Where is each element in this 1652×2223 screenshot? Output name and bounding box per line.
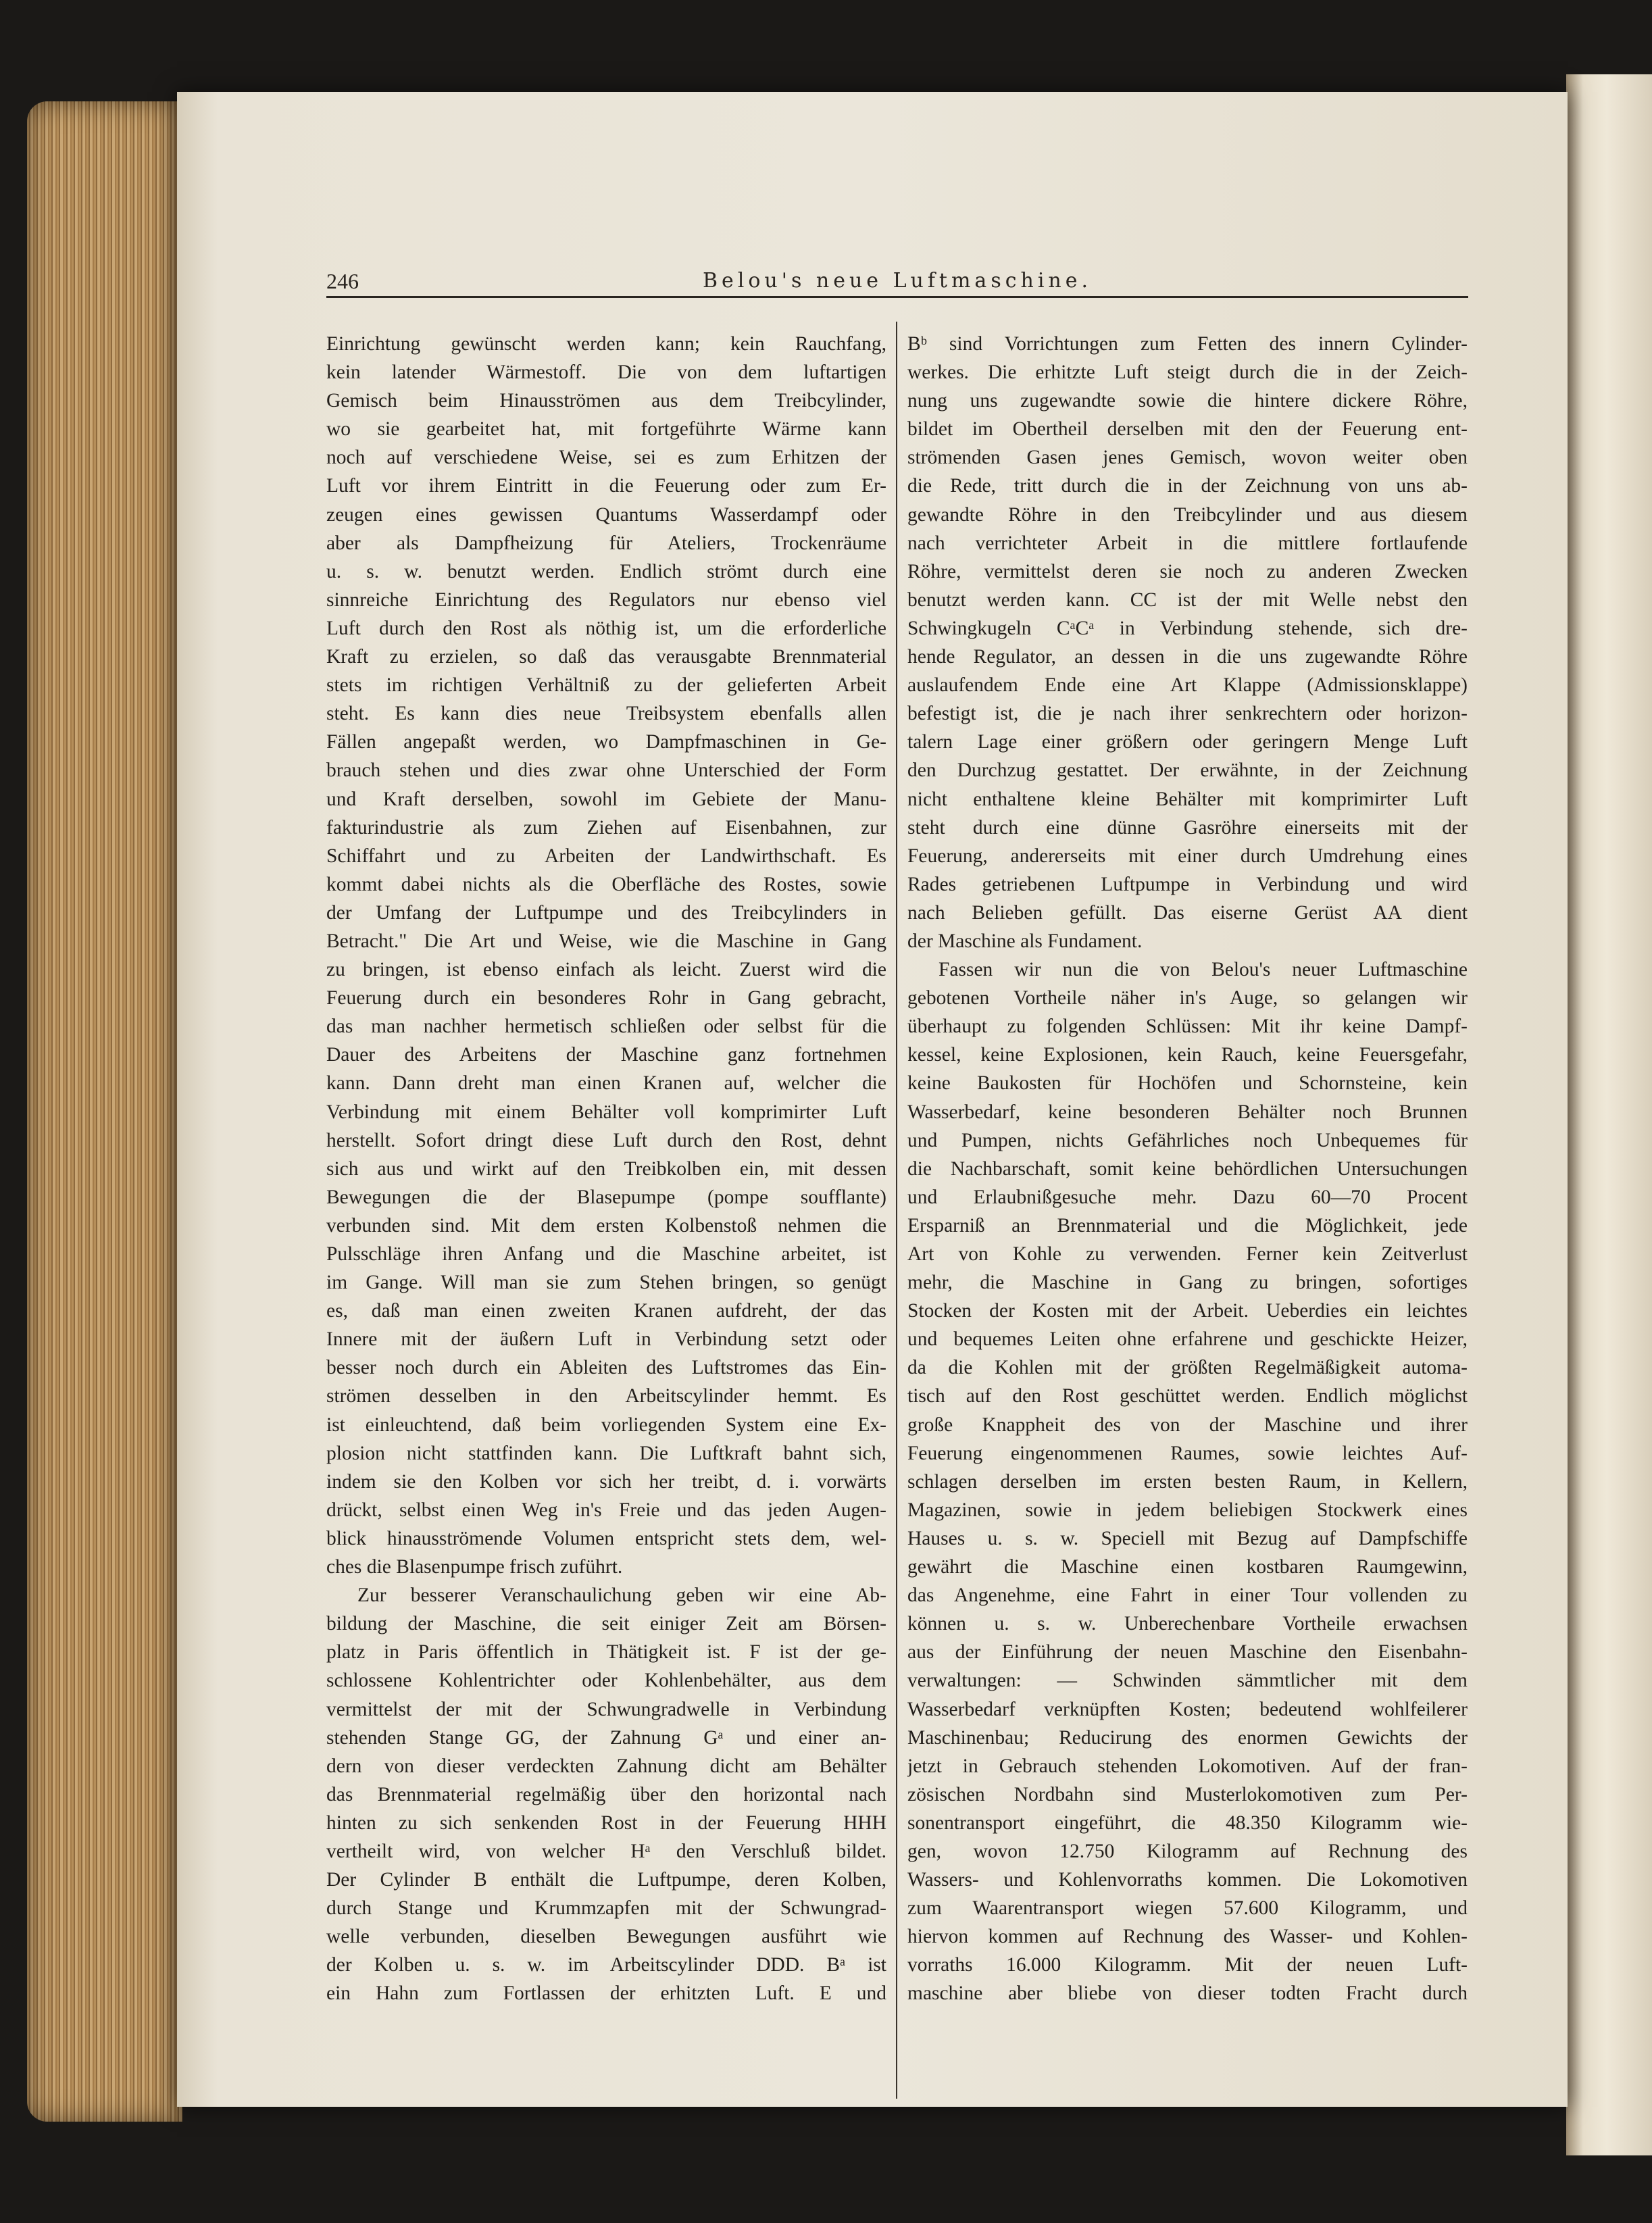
text-line: auslaufendem Ende eine Art Klappe (Admissionsklappe) — [907, 674, 1468, 697]
text-line: zösischen Nordbahn sind Musterlokomotiven zum Per- — [907, 1783, 1468, 1805]
text-line: jetzt in Gebrauch stehenden Lokomotiven. Auf der fran- — [907, 1755, 1468, 1777]
text-line: große Knappheit des von der Maschine und ihrer — [907, 1414, 1468, 1436]
text-line: Zur besserer Veranschaulichung geben wir eine Ab- — [357, 1584, 886, 1607]
text-line: ches die Blasenpumpe frisch zuführt. — [326, 1556, 623, 1578]
text-line: befestigt ist, die je nach ihrer senkrechtern oder horizon- — [907, 703, 1468, 725]
text-line: strömen desselben in den Arbeitscylinder hemmt. Es — [326, 1385, 886, 1407]
text-line: Feuerung eingenommenen Raumes, sowie leichtes Auf- — [907, 1442, 1468, 1464]
book-page-edges — [27, 101, 182, 2122]
text-line: nicht enthaltene kleine Behälter mit komprimirter Luft — [907, 788, 1468, 810]
text-line: vorraths 16.000 Kilogramm. Mit der neuen Luft- — [907, 1954, 1468, 1976]
text-line: Rades getriebenen Luftpumpe in Verbindung und wird — [907, 873, 1468, 895]
paragraph — [907, 955, 1468, 2007]
text-line: vermittelst der mit der Schwungradwelle in Verbindung — [326, 1698, 886, 1720]
text-line: Art von Kohle zu verwenden. Ferner kein Zeitverlust — [907, 1243, 1468, 1265]
text-line: und Kraft derselben, sowohl im Gebiete der Manu- — [326, 788, 886, 810]
text-line: Luft vor ihrem Eintritt in die Feuerung oder zum Er- — [326, 475, 886, 497]
facing-page-edge — [1566, 74, 1652, 2155]
text-line: stets im richtigen Verhältniß zu der gelieferten Arbeit — [326, 674, 886, 697]
text-line: Magazinen, sowie in jedem beliebigen Stockwerk eines — [907, 1499, 1468, 1521]
text-line: Röhre, vermittelst deren sie noch zu anderen Zwecken — [907, 560, 1468, 582]
text-line: brauch stehen und dies zwar ohne Unterschied der Form — [326, 759, 886, 782]
text-line: und bequemes Leiten ohne erfahrene und geschickte Heizer, — [907, 1328, 1468, 1351]
text-line: verbunden sind. Mit dem ersten Kolbenstoß nehmen die — [326, 1214, 886, 1237]
text-line: gebotenen Vortheile näher in's Auge, so gelangen wir — [907, 987, 1468, 1009]
text-line: plosion nicht stattfinden kann. Die Luftkraft bahnt sich, — [326, 1442, 886, 1464]
column-divider — [896, 322, 897, 2099]
text-line: dern von dieser verdeckten Zahnung dicht am Behälter — [326, 1755, 886, 1777]
text-line: zum Waarentransport wiegen 57.600 Kilogramm, und — [907, 1897, 1468, 1920]
text-line: blick hinausströmende Volumen entspricht stets dem, wel- — [326, 1527, 886, 1549]
text-line: Bewegungen die der Blasepumpe (pompe soufflante) — [326, 1186, 886, 1208]
text-line: Schiffahrt und zu Arbeiten der Landwirthschaft. Es — [326, 845, 886, 867]
text-line: strömenden Gasen jenes Gemisch, wovon weiter oben — [907, 447, 1468, 469]
text-line: Luft durch den Rost als nöthig ist, um die erforderliche — [326, 617, 886, 639]
text-line: Gemisch beim Hinausströmen aus dem Treibcylinder, — [326, 390, 886, 412]
text-line: den Durchzug gestattet. Der erwähnte, in der Zeichnung — [907, 759, 1468, 782]
text-line: Maschinenbau; Reducirung des enormen Gewichts der — [907, 1726, 1468, 1749]
text-line: das Brennmaterial regelmäßig über den horizontal nach — [326, 1783, 886, 1805]
text-line: kessel, keine Explosionen, kein Rauch, keine Feuersgefahr, — [907, 1044, 1468, 1066]
text-line: zu bringen, ist ebenso einfach als leicht. Zuerst wird die — [326, 959, 886, 981]
text-line: ein Hahn zum Fortlassen der erhitzten Luft. E und — [326, 1982, 886, 2005]
text-line: stehenden Stange GG, der Zahnung Gᵃ und einer an- — [326, 1726, 886, 1749]
text-line: kein latender Wärmestoff. Die von dem luftartigen — [326, 361, 886, 384]
text-line: bildet im Obertheil derselben mit den der Feuerung ent- — [907, 418, 1468, 441]
text-line: der Kolben u. s. w. im Arbeitscylinder DDD. Bᵃ ist — [326, 1954, 886, 1976]
text-line: aus der Einführung der neuen Maschine den Eisenbahn- — [907, 1641, 1468, 1664]
text-line: Wassers- und Kohlenvorraths kommen. Die Lokomotiven — [907, 1869, 1468, 1891]
text-line: hende Regulator, an dessen in die uns zugewandte Röhre — [907, 646, 1468, 668]
text-line: Stocken der Kosten mit der Arbeit. Ueberdies ein leichtes — [907, 1300, 1468, 1322]
page-number: 246 — [326, 269, 359, 293]
text-line: Fällen angepaßt werden, wo Dampfmaschinen in Ge- — [326, 731, 886, 753]
text-line: Schwingkugeln CᵃCᵃ in Verbindung stehende, sich dre- — [907, 617, 1468, 639]
text-line: drückt, selbst einen Weg in's Freie und das jeden Augen- — [326, 1499, 886, 1521]
text-line: benutzt werden kann. CC ist der mit Welle nebst den — [907, 589, 1468, 611]
text-line: u. s. w. benutzt werden. Endlich strömt durch eine — [326, 560, 886, 582]
text-line: besser noch durch ein Ableiten des Luftstromes das Ein- — [326, 1357, 886, 1379]
text-line: Betracht." Die Art und Weise, wie die Maschine in Gang — [326, 930, 886, 952]
text-line: talern Lage einer größern oder geringern Menge Luft — [907, 731, 1468, 753]
text-line: schlossene Kohlentrichter oder Kohlenbehälter, aus dem — [326, 1670, 886, 1692]
text-line: die Rede, tritt durch die in der Zeichnung von uns ab- — [907, 475, 1468, 497]
text-line: sonentransport eingeführt, die 48.350 Kilogramm wie- — [907, 1812, 1468, 1834]
text-line: kann. Dann dreht man einen Kranen auf, welcher die — [326, 1072, 886, 1095]
text-line: gewährt die Maschine einen kostbaren Raumgewinn, — [907, 1556, 1468, 1578]
text-line: gen, wovon 12.750 Kilogramm auf Rechnung des — [907, 1840, 1468, 1862]
text-line: Ersparniß an Brennmaterial und die Möglichkeit, jede — [907, 1214, 1468, 1237]
text-line: Dauer des Arbeitens der Maschine ganz fortnehmen — [326, 1044, 886, 1066]
text-line: aber als Dampfheizung für Ateliers, Trockenräume — [326, 532, 886, 554]
text-line: können u. s. w. Unberechenbare Vortheile erwachsen — [907, 1613, 1468, 1635]
text-line: Bᵇ sind Vorrichtungen zum Fetten des innern Cylinder- — [907, 333, 1468, 355]
text-line: welle verbunden, dieselben Bewegungen ausführt wie — [326, 1926, 886, 1948]
text-line: indem sie den Kolben vor sich her treibt, d. i. vorwärts — [326, 1470, 886, 1493]
text-line: durch Stange und Krummzapfen mit der Schwungrad- — [326, 1897, 886, 1920]
text-line: nach verrichteter Arbeit in die mittlere fortlaufende — [907, 532, 1468, 554]
text-line: keine Baukosten für Hochöfen und Schornsteine, kein — [907, 1072, 1468, 1095]
text-line: Wasserbedarf, keine besonderen Behälter noch Brunnen — [907, 1101, 1468, 1123]
text-line: maschine aber bliebe von dieser todten Fracht durch — [907, 1982, 1468, 2005]
text-line: hinten zu sich senkenden Rost in der Feuerung HHH — [326, 1812, 886, 1834]
text-line: nach Belieben gefüllt. Das eiserne Gerüst AA dient — [907, 901, 1468, 924]
text-line: ist einleuchtend, daß beim vorliegenden System eine Ex- — [326, 1414, 886, 1436]
text-line: im Gange. Will man sie zum Stehen bringen, so genügt — [326, 1272, 886, 1294]
text-line: der Maschine als Fundament. — [907, 930, 1143, 952]
text-column-left — [326, 330, 886, 2008]
paragraph — [326, 1581, 886, 2007]
book-page — [177, 92, 1568, 2107]
text-line: Feuerung durch ein besonderes Rohr in Gang gebracht, — [326, 987, 886, 1009]
running-header — [326, 269, 1468, 298]
text-line: mehr, die Maschine in Gang zu bringen, sofortiges — [907, 1272, 1468, 1294]
text-line: Verbindung mit einem Behälter voll komprimirter Luft — [326, 1101, 886, 1123]
text-line: steht. Es kann dies neue Treibsystem ebenfalls allen — [326, 703, 886, 725]
text-line: es, daß man einen zweiten Kranen aufdreht, der das — [326, 1300, 886, 1322]
text-line: sinnreiche Einrichtung des Regulators nur ebenso viel — [326, 589, 886, 611]
text-line: und Pumpen, nichts Gefährliches noch Unbequemes für — [907, 1129, 1468, 1151]
text-line: tisch auf den Rost geschüttet werden. Endlich möglichst — [907, 1385, 1468, 1407]
text-line: hiervon kommen auf Rechnung des Wasser- und Kohlen- — [907, 1926, 1468, 1948]
text-line: Der Cylinder B enthält die Luftpumpe, deren Kolben, — [326, 1869, 886, 1891]
text-line: Wasserbedarf verknüpften Kosten; bedeutend wohlfeilerer — [907, 1698, 1468, 1720]
paragraph — [326, 330, 886, 1581]
text-line: Feuerung, andererseits mit einer durch Umdrehung eines — [907, 845, 1468, 867]
text-line: sich aus und wirkt auf den Treibkolben ein, mit dessen — [326, 1157, 886, 1180]
text-line: herstellt. Sofort dringt diese Luft durch den Rost, dehnt — [326, 1129, 886, 1151]
text-line: schlagen derselben im ersten besten Raum, in Kellern, — [907, 1470, 1468, 1493]
text-line: der Umfang der Luftpumpe und des Treibcylinders in — [326, 901, 886, 924]
text-line: da die Kohlen mit der größten Regelmäßigkeit automa- — [907, 1357, 1468, 1379]
text-line: werkes. Die erhitzte Luft steigt durch die in der Zeich- — [907, 361, 1468, 384]
text-line: verwaltungen: — Schwinden sämmtlicher mit dem — [907, 1670, 1468, 1692]
text-line: die Nachbarschaft, somit keine behördlichen Untersuchungen — [907, 1157, 1468, 1180]
text-line: Pulsschläge ihren Anfang und die Maschine arbeitet, ist — [326, 1243, 886, 1265]
text-line: Einrichtung gewünscht werden kann; kein Rauchfang, — [326, 333, 886, 355]
text-line: das Angenehme, eine Fahrt in einer Tour vollenden zu — [907, 1584, 1468, 1607]
paragraph — [907, 330, 1468, 955]
text-line: steht durch eine dünne Gasröhre einerseits mit der — [907, 816, 1468, 839]
text-line: und Erlaubnißgesuche mehr. Dazu 60—70 Procent — [907, 1186, 1468, 1208]
running-title: Belou's neue Luftmaschine. — [702, 269, 1093, 293]
text-line: platz in Paris öffentlich in Thätigkeit ist. F ist der ge- — [326, 1641, 886, 1664]
text-line: noch auf verschiedene Weise, sei es zum Erhitzen der — [326, 447, 886, 469]
text-line: Hauses u. s. w. Speciell mit Bezug auf Dampfschiffe — [907, 1527, 1468, 1549]
text-line: Fassen wir nun die von Belou's neuer Luftmaschine — [938, 959, 1468, 981]
text-line: gewandte Röhre in den Treibcylinder und aus diesem — [907, 503, 1468, 526]
text-line: das man nachher hermetisch schließen oder selbst für die — [326, 1016, 886, 1038]
text-line: bildung der Maschine, die seit einiger Zeit am Börsen- — [326, 1613, 886, 1635]
text-line: fakturindustrie als zum Ziehen auf Eisenbahnen, zur — [326, 816, 886, 839]
text-line: vertheilt wird, von welcher Hᵃ den Verschluß bildet. — [326, 1840, 886, 1862]
text-line: überhaupt zu folgenden Schlüssen: Mit ihr keine Dampf- — [907, 1016, 1468, 1038]
text-line: Kraft zu erzielen, so daß das verausgabte Brennmaterial — [326, 646, 886, 668]
text-line: wo sie gearbeitet hat, mit fortgeführte Wärme kann — [326, 418, 886, 441]
text-line: zeugen eines gewissen Quantums Wasserdampf oder — [326, 503, 886, 526]
text-line: Innere mit der äußern Luft in Verbindung setzt oder — [326, 1328, 886, 1351]
text-line: nung uns zugewandte sowie die hintere dickere Röhre, — [907, 390, 1468, 412]
text-column-right — [907, 330, 1468, 2008]
text-line: kommt dabei nichts als die Oberfläche des Rostes, sowie — [326, 873, 886, 895]
